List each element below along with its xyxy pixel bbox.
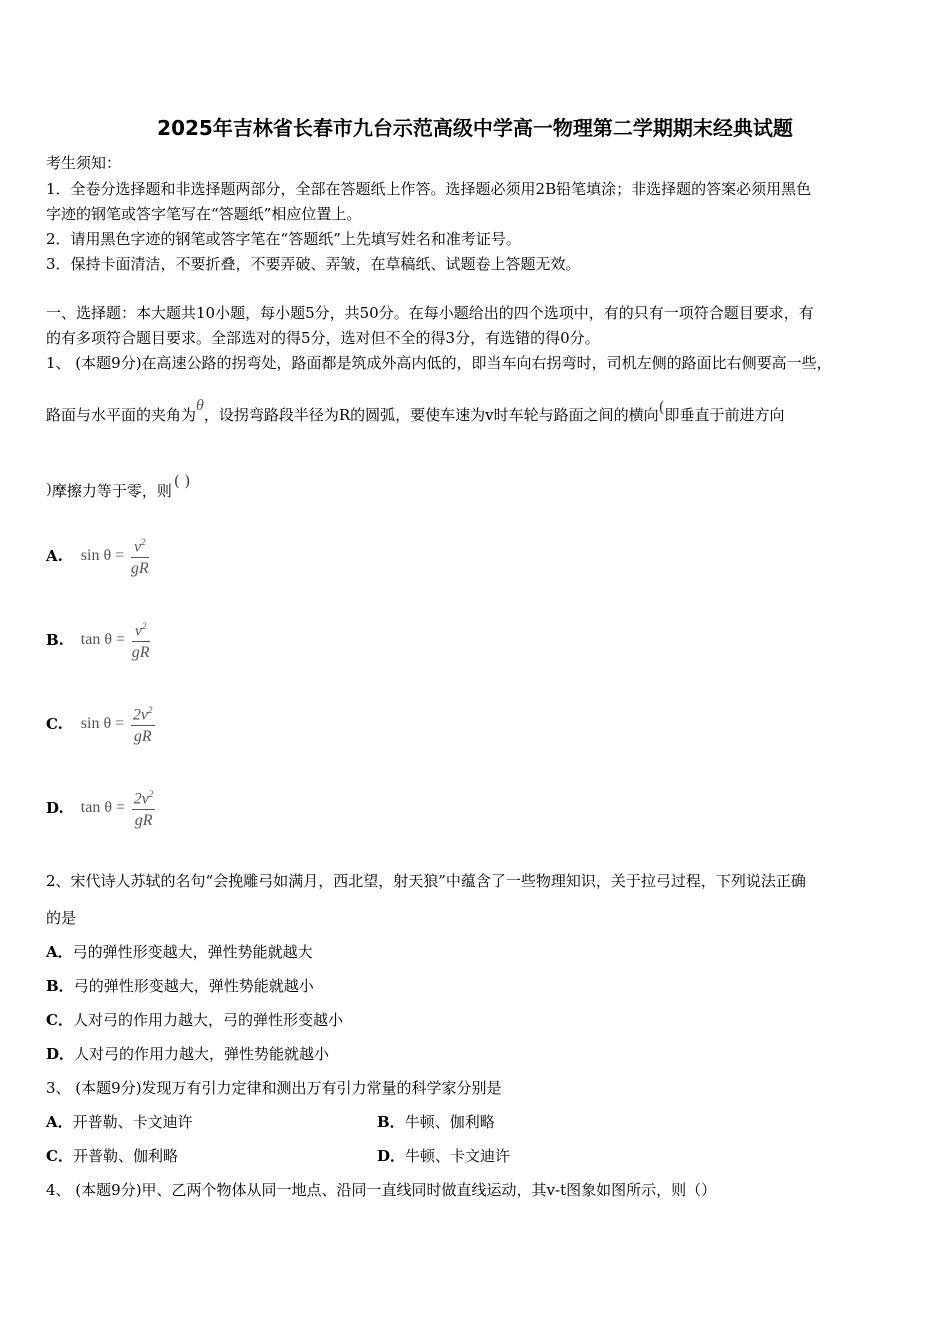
denominator: gR (131, 644, 150, 662)
q1-text-c: 即垂直于前进方向 (664, 406, 785, 424)
coef: 2 (132, 706, 141, 724)
numerator: v (140, 706, 149, 724)
notice-item: 字迹的钢笔或答字笔写在“答题纸”相应位置上。 (46, 205, 362, 223)
answer-blank: ( ) (173, 472, 191, 490)
option-label: B． (46, 977, 74, 995)
question-2-line2: 的是 (46, 909, 77, 927)
question-1-line3 (46, 472, 191, 501)
denominator: gR (133, 728, 152, 746)
fraction (132, 784, 156, 832)
page-title: 2025年吉林省长春市九台示范高级中学高一物理第二学期期末经典试题 (157, 116, 793, 140)
question-1-line1: 1、 (本题9分)在高速公路的拐弯处，路面都是筑成外高内低的，即当车向右拐弯时，司机左侧的路面比右侧要高一些， (46, 354, 832, 372)
denominator: gR (130, 560, 149, 578)
numerator: v (134, 622, 142, 640)
coef: 2 (133, 790, 142, 808)
q1-option-a (46, 532, 149, 580)
q3-option-d (377, 1145, 510, 1166)
open-paren: ( (658, 398, 665, 416)
option-text: 弓的弹性形变越大，弹性势能就越大 (72, 943, 313, 961)
exponent: 2 (148, 789, 154, 799)
theta-symbol: θ (196, 397, 204, 414)
q2-option-d (46, 1043, 329, 1064)
option-label: B. (46, 631, 64, 650)
exponent: 2 (148, 705, 153, 715)
notice-heading: 考生须知： (46, 154, 122, 172)
numerator: v (141, 790, 149, 808)
option-text: 牛顿、伽利略 (404, 1113, 495, 1131)
option-label: C. (46, 715, 63, 734)
q2-option-b (46, 975, 314, 996)
notice-item: 2．请用黑色字迹的钢笔或答字笔在“答题纸”上先填写姓名和准考证号。 (46, 230, 521, 248)
q1-option-b (46, 616, 150, 664)
option-label: D． (46, 1045, 75, 1063)
option-text: 人对弓的作用力越大，弹性势能就越小 (74, 1045, 330, 1063)
q1-text-d: 摩擦力等于零，则 (51, 482, 172, 500)
fraction (132, 616, 150, 664)
q3-option-a (46, 1111, 193, 1132)
q1-option-d (46, 784, 155, 832)
option-label: C． (46, 1147, 73, 1165)
section-instructions: 的有多项符合题目要求。全部选对的得5分，选对但不全的得3分，有选错的得0分。 (46, 329, 600, 347)
option-text: 人对弓的作用力越大，弓的弹性形变越小 (72, 1011, 343, 1029)
option-text: 开普勒、伽利略 (72, 1147, 178, 1165)
close-paren: ) (46, 480, 52, 498)
numerator: v (134, 538, 142, 556)
notice-item: 3．保持卡面清洁，不要折叠，不要弄破、弄皱，在草稿纸、试题卷上答题无效。 (46, 255, 581, 273)
denominator: gR (134, 812, 153, 830)
question-3-line1: 3、 (本题9分)发现万有引力定律和测出万有引力常量的科学家分别是 (46, 1079, 502, 1097)
option-label: A． (46, 943, 73, 961)
fraction (131, 700, 155, 748)
option-func: tan θ = (80, 799, 126, 817)
option-text: 弓的弹性形变越大，弹性势能就越小 (73, 977, 314, 995)
section-instructions: 一、选择题：本大题共10小题，每小题5分，共50分。在每小题给出的四个选项中，有的只有一项符合题目要求，有 (46, 304, 814, 322)
q3-option-b (377, 1111, 495, 1132)
question-2-line1: 2、宋代诗人苏轼的名句“会挽雕弓如满月，西北望，射天狼”中蕴含了一些物理知识，关于拉弓过程，下列说法正确 (46, 872, 806, 890)
exponent: 2 (141, 621, 147, 631)
option-label: A. (46, 547, 63, 566)
option-label: B． (377, 1113, 405, 1131)
exponent: 2 (141, 537, 146, 547)
option-text: 开普勒、卡文迪许 (72, 1113, 193, 1131)
question-4-line1: 4、 (本题9分)甲、乙两个物体从同一地点、沿同一直线同时做直线运动，其v-t图象如图所示，则（） (46, 1181, 717, 1199)
q2-option-c (46, 1009, 343, 1030)
option-label: C． (46, 1011, 73, 1029)
question-1-line2 (46, 397, 785, 425)
q2-option-a (46, 941, 313, 962)
option-label: D． (377, 1147, 406, 1165)
option-text: 牛顿、卡文迪许 (405, 1147, 511, 1165)
q1-text-b: ，设拐弯路段半径为R的圆弧，要使车速为v时车轮与路面之间的横向 (203, 406, 659, 424)
q1-option-c (46, 700, 155, 748)
option-func: tan θ = (80, 631, 126, 649)
option-func: sin θ = (80, 715, 125, 733)
fraction (131, 532, 149, 580)
option-label: D. (46, 799, 64, 818)
q3-option-c (46, 1145, 178, 1166)
notice-item: 1．全卷分选择题和非选择题两部分，全部在答题纸上作答。选择题必须用2B铅笔填涂；非选择题的答案必须用黑色 (46, 180, 812, 198)
option-label: A． (46, 1113, 73, 1131)
option-func: sin θ = (80, 547, 125, 565)
q1-text-a: 路面与水平面的夹角为 (46, 406, 197, 424)
